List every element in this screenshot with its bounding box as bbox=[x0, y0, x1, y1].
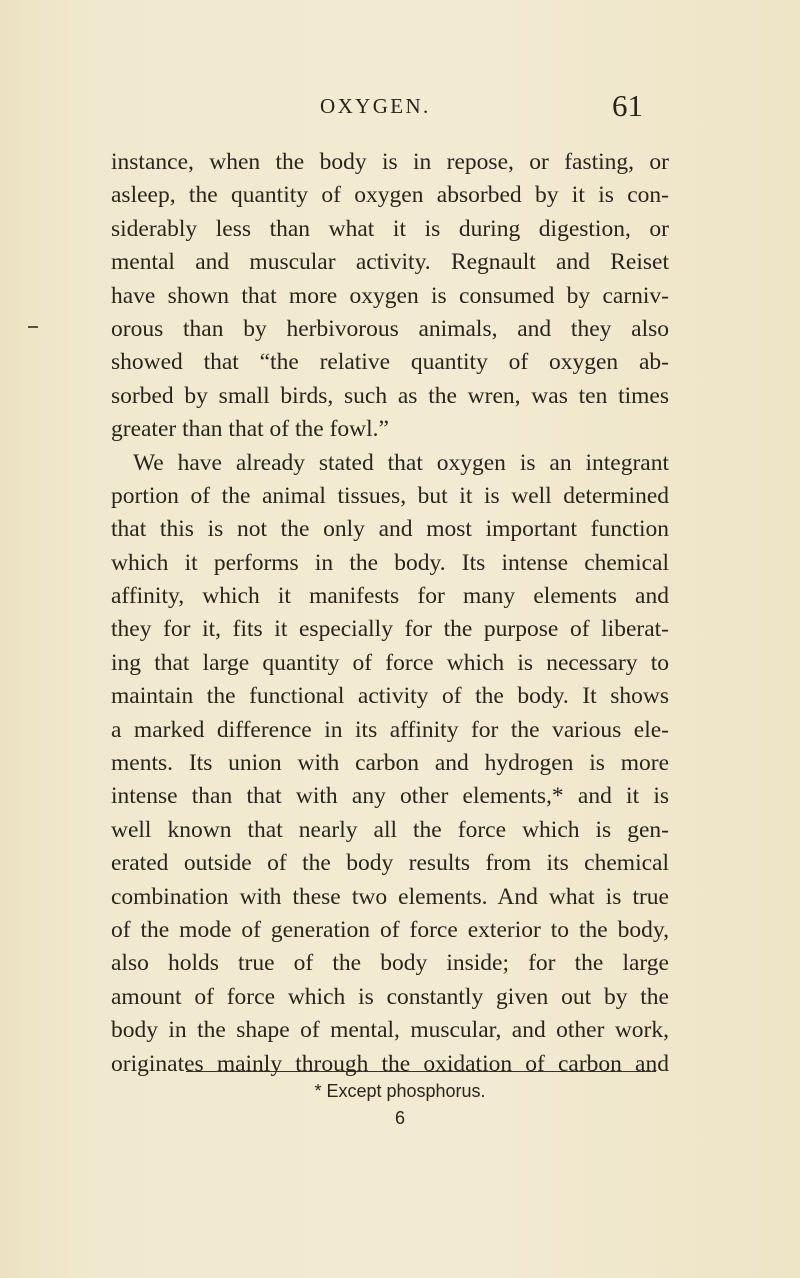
page-number: 61 bbox=[612, 88, 643, 123]
text-line: We have already stated that oxygen is an integrant bbox=[133, 449, 669, 476]
text-line: asleep, the quantity of oxygen absorbed by it is con- bbox=[111, 182, 669, 209]
footnote: * Except phosphorus. bbox=[314, 1081, 486, 1101]
body-text bbox=[111, 146, 669, 1081]
text-line: orous than by herbivorous animals, and they also bbox=[111, 315, 669, 342]
text-line: ments. Its union with carbon and hydrogen is more bbox=[111, 750, 669, 777]
text-line: body in the shape of mental, muscular, and other work, bbox=[111, 1017, 669, 1044]
text-line: mental and muscular activity. Regnault and Reiset bbox=[111, 249, 669, 276]
text-line: ing that large quantity of force which is necessary to bbox=[111, 649, 669, 676]
text-line: of the mode of generation of force exterior to the body, bbox=[111, 916, 669, 943]
running-title: OXYGEN. bbox=[320, 94, 431, 118]
footnote-divider bbox=[186, 1071, 656, 1072]
text-line: which it performs in the body. Its intense chemical bbox=[111, 549, 669, 576]
text-line: affinity, which it manifests for many elements and bbox=[111, 583, 669, 610]
text-line: intense than that with any other elements,* and it is bbox=[111, 783, 669, 810]
text-line: have shown that more oxygen is consumed by carniv- bbox=[111, 282, 669, 309]
text-line: a marked difference in its affinity for the various ele- bbox=[111, 716, 669, 743]
text-line: that this is not the only and most important function bbox=[111, 516, 669, 543]
text-line: well known that nearly all the force which is gen- bbox=[111, 816, 669, 843]
text-line: also holds true of the body inside; for the large bbox=[111, 950, 669, 977]
text-line: amount of force which is constantly given out by the bbox=[111, 983, 669, 1010]
text-line: erated outside of the body results from its chemical bbox=[111, 850, 669, 877]
text-line: showed that “the relative quantity of oxygen ab- bbox=[111, 349, 669, 376]
text-line: instance, when the body is in repose, or fasting, or bbox=[111, 149, 669, 175]
text-line: combination with these two elements. And what is true bbox=[111, 883, 669, 910]
text-line: maintain the functional activity of the body. It shows bbox=[111, 683, 669, 710]
text-line: they for it, fits it especially for the purpose of liberat- bbox=[111, 616, 669, 643]
text-line: greater than that of the fowl.” bbox=[111, 416, 389, 443]
text-line: siderably less than what it is during digestion, or bbox=[111, 215, 669, 242]
text-line: portion of the animal tissues, but it is well determined bbox=[111, 482, 669, 509]
text-line: originates mainly through the oxidation of carbon and bbox=[111, 1050, 669, 1077]
running-head bbox=[0, 88, 800, 128]
margin-mark bbox=[28, 326, 38, 328]
signature-mark: 6 bbox=[394, 1108, 405, 1128]
text-line: sorbed by small birds, such as the wren, was ten times bbox=[111, 382, 669, 409]
